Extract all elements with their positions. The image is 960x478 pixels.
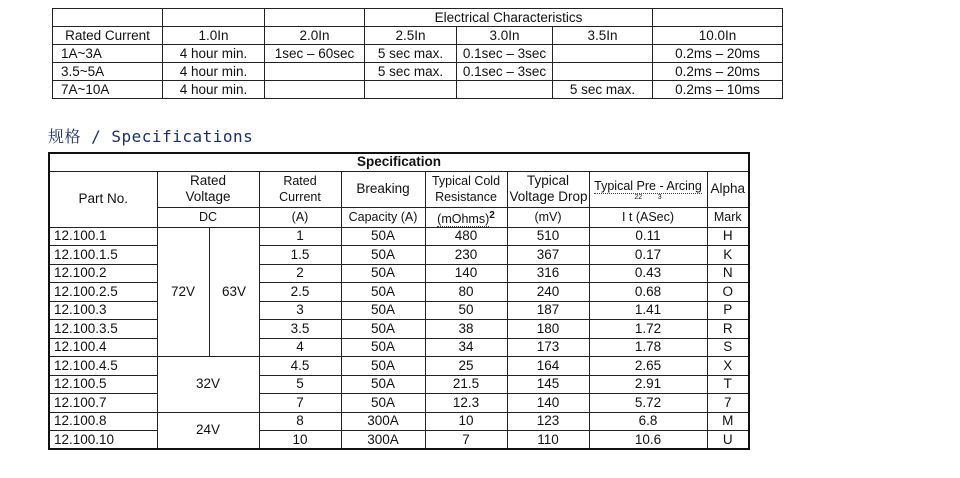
elec-cell: 0.1sec – 3sec xyxy=(457,63,553,81)
resistance-cell: 140 xyxy=(425,264,507,283)
elec-cell: 5 sec max. xyxy=(365,45,457,63)
voltage-group-cell: 24V xyxy=(157,412,259,449)
resistance-unit-text: (mOhms) xyxy=(437,211,490,226)
pre-arcing-header xyxy=(589,171,707,207)
elec-title: Electrical Characteristics xyxy=(365,9,653,27)
section-title: 规格 / Specifications xyxy=(48,127,254,146)
pre-arcing-cell: 0.68 xyxy=(589,283,707,302)
voltage-unit: DC xyxy=(157,207,259,227)
voltage-drop-cell: 240 xyxy=(507,283,589,302)
elec-cell: 0.2ms – 10ms xyxy=(653,81,783,99)
breaking-cell: 50A xyxy=(341,338,425,357)
alpha-cell: S xyxy=(707,338,749,357)
elec-header: 3.5In xyxy=(553,27,653,45)
part-no-cell: 12.100.3 xyxy=(49,301,157,320)
specification-table xyxy=(48,152,750,450)
spec-title: Specification xyxy=(49,153,749,171)
elec-cell xyxy=(553,63,653,81)
breaking-cell: 50A xyxy=(341,394,425,413)
elec-cell: 7A~10A xyxy=(53,81,163,99)
voltage-drop-cell: 367 xyxy=(507,246,589,265)
current-cell: 10 xyxy=(259,431,341,450)
elec-header: 2.5In xyxy=(365,27,457,45)
voltage-drop-cell: 316 xyxy=(507,264,589,283)
current-cell: 2.5 xyxy=(259,283,341,302)
current-cell: 1 xyxy=(259,227,341,246)
current-cell: 3 xyxy=(259,301,341,320)
elec-cell: 0.2ms – 20ms xyxy=(653,63,783,81)
rated-current-header-line2: Current xyxy=(279,190,321,204)
elec-header: 1.0In xyxy=(163,27,265,45)
resistance-cell: 12.3 xyxy=(425,394,507,413)
elec-header: 2.0In xyxy=(265,27,365,45)
table-row xyxy=(49,375,749,394)
pre-arcing-cell: 5.72 xyxy=(589,394,707,413)
part-no-cell: 12.100.3.5 xyxy=(49,320,157,339)
elec-cell: 0.1sec – 3sec xyxy=(457,45,553,63)
current-cell: 7 xyxy=(259,394,341,413)
alpha-cell: R xyxy=(707,320,749,339)
alpha-cell: H xyxy=(707,227,749,246)
voltage-drop-cell: 510 xyxy=(507,227,589,246)
elec-row xyxy=(53,45,783,63)
voltage-drop-unit: (mV) xyxy=(507,207,589,227)
breaking-cell: 300A xyxy=(341,431,425,450)
spec-title-row xyxy=(49,153,749,171)
alpha-cell: 7 xyxy=(707,394,749,413)
current-cell: 2 xyxy=(259,264,341,283)
rated-voltage-header xyxy=(157,171,259,207)
breaking-cell: 50A xyxy=(341,264,425,283)
current-cell: 4.5 xyxy=(259,357,341,376)
alpha-header: Alpha xyxy=(707,171,749,207)
resistance-superscript: 2 xyxy=(489,209,495,221)
current-cell: 5 xyxy=(259,375,341,394)
pre-arcing-small-b: 3 xyxy=(657,193,662,201)
part-no-cell: 12.100.2 xyxy=(49,264,157,283)
resistance-cell: 80 xyxy=(425,283,507,302)
part-no-cell: 12.100.10 xyxy=(49,431,157,450)
breaking-cell: 50A xyxy=(341,301,425,320)
resistance-cell: 34 xyxy=(425,338,507,357)
pre-arcing-cell: 6.8 xyxy=(589,412,707,431)
voltage-drop-cell: 110 xyxy=(507,431,589,450)
breaking-cell: 300A xyxy=(341,412,425,431)
breaking-header: Breaking xyxy=(341,171,425,207)
alpha-cell: X xyxy=(707,357,749,376)
pre-arcing-cell: 0.43 xyxy=(589,264,707,283)
current-cell: 3.5 xyxy=(259,320,341,339)
breaking-cell: 50A xyxy=(341,375,425,394)
elec-header: Rated Current xyxy=(53,27,163,45)
elec-cell: 1A~3A xyxy=(53,45,163,63)
table-row xyxy=(49,246,749,265)
elec-cell: 4 hour min. xyxy=(163,81,265,99)
voltage-drop-cell: 173 xyxy=(507,338,589,357)
alpha-cell: O xyxy=(707,283,749,302)
breaking-unit: Capacity (A) xyxy=(341,207,425,227)
resistance-header xyxy=(425,171,507,207)
pre-arcing-cell: 0.11 xyxy=(589,227,707,246)
pre-arcing-header-line1: Typical Pre - Arcing xyxy=(594,178,702,193)
voltage-drop-header-line2: Voltage Drop xyxy=(509,189,588,204)
elec-cell: 1sec – 60sec xyxy=(265,45,365,63)
elec-cell: 5 sec max. xyxy=(365,63,457,81)
breaking-cell: 50A xyxy=(341,283,425,302)
alpha-cell: N xyxy=(707,264,749,283)
breaking-cell: 50A xyxy=(341,227,425,246)
current-cell: 1.5 xyxy=(259,246,341,265)
alpha-unit: Mark xyxy=(707,207,749,227)
elec-cell: 0.2ms – 20ms xyxy=(653,45,783,63)
elec-header: 3.0In xyxy=(457,27,553,45)
alpha-cell: T xyxy=(707,375,749,394)
pre-arcing-cell: 2.65 xyxy=(589,357,707,376)
current-cell: 8 xyxy=(259,412,341,431)
part-no-cell: 12.100.8 xyxy=(49,412,157,431)
resistance-cell: 21.5 xyxy=(425,375,507,394)
pre-arcing-cell: 1.41 xyxy=(589,301,707,320)
current-cell: 4 xyxy=(259,338,341,357)
elec-cell xyxy=(265,63,365,81)
table-row xyxy=(49,431,749,450)
resistance-header-line1: Typical Cold xyxy=(431,174,501,188)
voltage-drop-cell: 164 xyxy=(507,357,589,376)
elec-cell xyxy=(265,81,365,99)
spec-header-row xyxy=(49,171,749,207)
voltage-drop-cell: 123 xyxy=(507,412,589,431)
resistance-cell: 480 xyxy=(425,227,507,246)
alpha-cell: P xyxy=(707,301,749,320)
voltage-drop-cell: 145 xyxy=(507,375,589,394)
electrical-characteristics-table xyxy=(52,8,783,99)
alpha-cell: K xyxy=(707,246,749,265)
voltage-drop-cell: 187 xyxy=(507,301,589,320)
pre-arcing-small-a: 22 xyxy=(634,193,643,201)
rated-current-header xyxy=(259,171,341,207)
current-unit: (A) xyxy=(259,207,341,227)
resistance-header-line2: Resistance xyxy=(435,190,497,204)
table-row xyxy=(49,320,749,339)
elec-cell xyxy=(457,81,553,99)
part-no-cell: 12.100.2.5 xyxy=(49,283,157,302)
table-row xyxy=(49,412,749,431)
table-row xyxy=(49,338,749,357)
elec-cell: 5 sec max. xyxy=(553,81,653,99)
pre-arcing-cell: 0.17 xyxy=(589,246,707,265)
pre-arcing-cell: 10.6 xyxy=(589,431,707,450)
part-no-cell: 12.100.7 xyxy=(49,394,157,413)
resistance-cell: 7 xyxy=(425,431,507,450)
resistance-cell: 10 xyxy=(425,412,507,431)
resistance-unit xyxy=(425,207,507,227)
elec-row xyxy=(53,81,783,99)
elec-cell: 3.5~5A xyxy=(53,63,163,81)
voltage-drop-header xyxy=(507,171,589,207)
part-no-cell: 12.100.4 xyxy=(49,338,157,357)
part-no-cell: 12.100.1 xyxy=(49,227,157,246)
pre-arcing-cell: 2.91 xyxy=(589,375,707,394)
part-no-cell: 12.100.4.5 xyxy=(49,357,157,376)
resistance-cell: 25 xyxy=(425,357,507,376)
elec-cell: 4 hour min. xyxy=(163,45,265,63)
alpha-cell: M xyxy=(707,412,749,431)
voltage-group-cell: 32V xyxy=(157,357,259,413)
elec-title-row xyxy=(53,9,783,27)
elec-header-row xyxy=(53,27,783,45)
elec-header: 10.0In xyxy=(653,27,783,45)
table-row xyxy=(49,394,749,413)
resistance-cell: 38 xyxy=(425,320,507,339)
rated-voltage-header-line1: Rated xyxy=(189,173,227,188)
resistance-cell: 230 xyxy=(425,246,507,265)
elec-cell xyxy=(553,45,653,63)
alpha-cell: U xyxy=(707,431,749,450)
rated-current-header-line1: Rated xyxy=(283,174,317,188)
voltage-group-cell: 72V xyxy=(157,227,209,357)
table-row xyxy=(49,227,749,246)
pre-arcing-cell: 1.72 xyxy=(589,320,707,339)
table-row xyxy=(49,357,749,376)
table-row xyxy=(49,301,749,320)
resistance-cell: 50 xyxy=(425,301,507,320)
voltage-group-cell: 63V xyxy=(209,227,259,357)
voltage-drop-cell: 180 xyxy=(507,320,589,339)
part-no-cell: 12.100.5 xyxy=(49,375,157,394)
part-no-header: Part No. xyxy=(49,171,157,227)
part-no-cell: 12.100.1.5 xyxy=(49,246,157,265)
table-row xyxy=(49,264,749,283)
voltage-drop-header-line1: Typical xyxy=(526,173,570,188)
breaking-cell: 50A xyxy=(341,320,425,339)
rated-voltage-header-line2: Voltage xyxy=(185,189,231,204)
voltage-drop-cell: 140 xyxy=(507,394,589,413)
breaking-cell: 50A xyxy=(341,357,425,376)
table-row xyxy=(49,283,749,302)
breaking-cell: 50A xyxy=(341,246,425,265)
elec-cell: 4 hour min. xyxy=(163,63,265,81)
elec-row xyxy=(53,63,783,81)
pre-arcing-cell: 1.78 xyxy=(589,338,707,357)
pre-arcing-unit: I t (ASec) xyxy=(589,207,707,227)
elec-cell xyxy=(365,81,457,99)
